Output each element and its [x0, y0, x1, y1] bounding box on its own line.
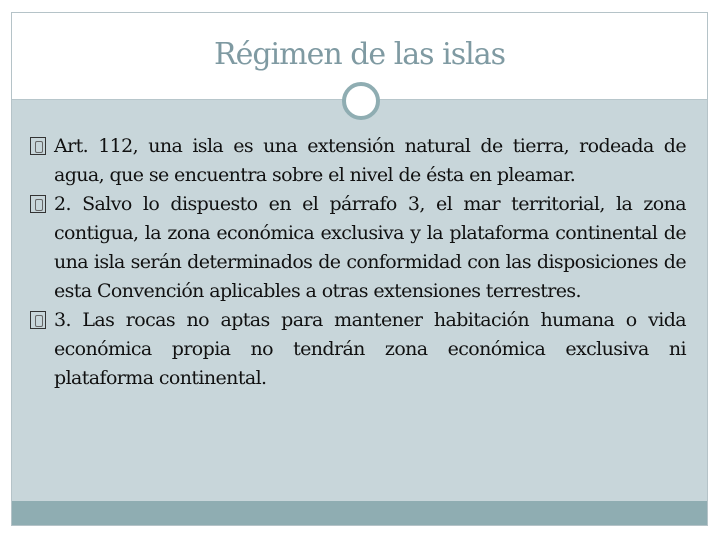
- missing-glyph-box-icon: [30, 137, 46, 155]
- ring-ornament-icon: [342, 82, 380, 120]
- missing-glyph-box-icon: [30, 311, 46, 329]
- bullet-item: [16, 306, 686, 393]
- bullet-text: 3. Las rocas no aptas para mantener habitación humana o vida económica propia no tendrán zona económica exclusiva ni plataforma continental.: [54, 309, 686, 389]
- slide: [11, 12, 708, 526]
- bullet-list: [16, 132, 686, 393]
- slide-title: Régimen de las islas: [214, 37, 505, 72]
- bullet-text: 2. Salvo lo dispuesto en el párrafo 3, el mar territorial, la zona contigua, la zona económica exclusiva y la plataforma continental de una isla serán determinados de conformidad con las disposiciones de esta Convención aplicables a otras extensiones terrestres.: [54, 193, 686, 302]
- footer-band: [12, 501, 707, 525]
- bullet-text: Art. 112, una isla es una extensión natural de tierra, rodeada de agua, que se encuentra sobre el nivel de ésta en pleamar.: [54, 135, 686, 186]
- bullet-item: [16, 190, 686, 306]
- bullet-item: [16, 132, 686, 190]
- missing-glyph-box-icon: [30, 195, 46, 213]
